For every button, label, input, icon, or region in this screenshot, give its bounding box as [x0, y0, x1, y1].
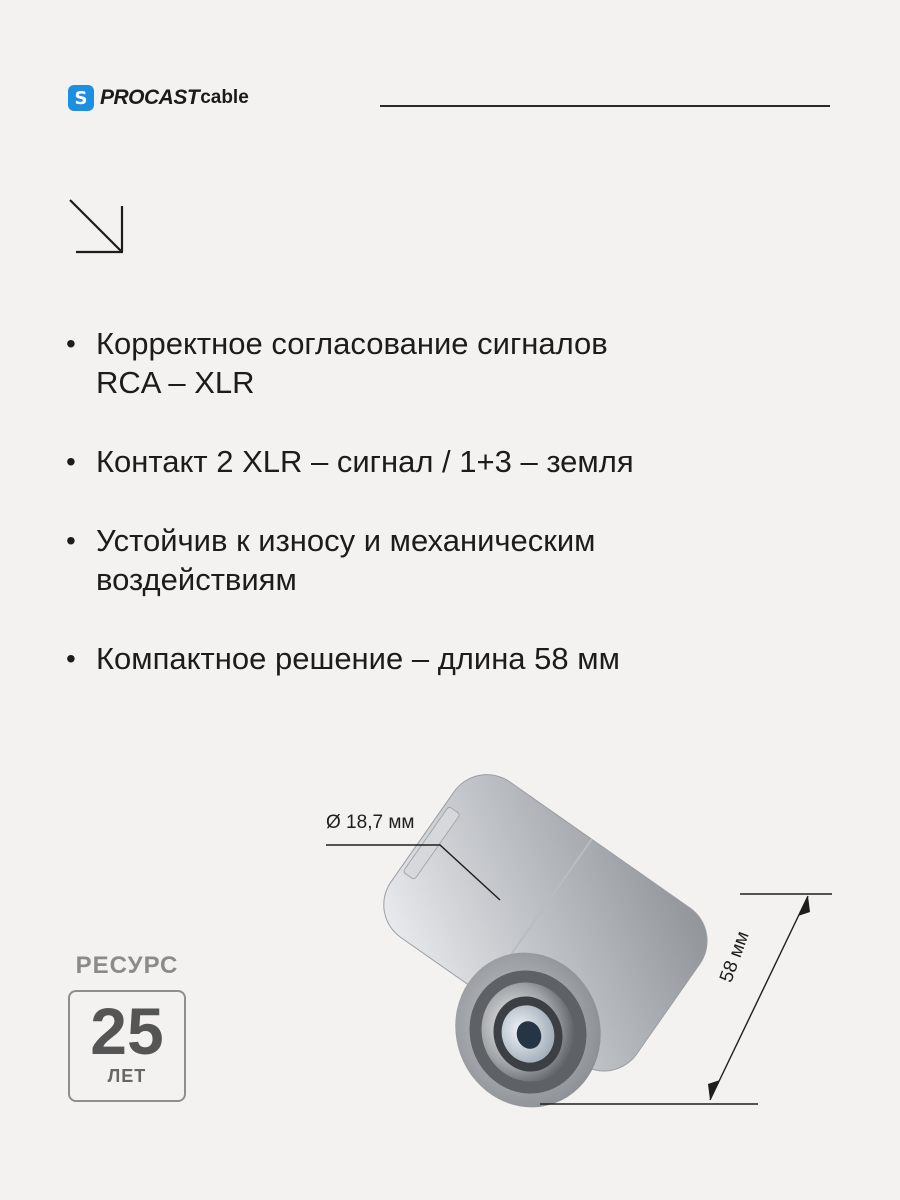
lifetime-title: РЕСУРС [75, 952, 179, 979]
arrow-down-right-icon [68, 198, 126, 256]
feature-item: • Корректное согласование сигналов RCA – XLR [66, 324, 846, 402]
lifetime-box [68, 990, 186, 1102]
lifetime-badge [68, 952, 186, 1102]
feature-item: • Компактное решение – длина 58 мм [66, 639, 846, 678]
feature-list [66, 324, 846, 678]
brand-suffix: cable [200, 87, 249, 108]
brand-name: PROCAST [100, 86, 200, 109]
lifetime-value: 25 [90, 994, 164, 1068]
brand-logo [68, 84, 249, 112]
lifetime-unit: ЛЕТ [107, 1066, 147, 1086]
diameter-label: Ø 18,7 мм [326, 812, 415, 833]
header-divider [380, 105, 830, 107]
feature-item: • Контакт 2 XLR – сигнал / 1+3 – земля [66, 442, 846, 481]
brand-logo-mark: S [68, 85, 94, 111]
length-label: 58 мм [716, 928, 754, 986]
feature-item: • Устойчив к износу и механическим воздействиям [66, 521, 846, 599]
